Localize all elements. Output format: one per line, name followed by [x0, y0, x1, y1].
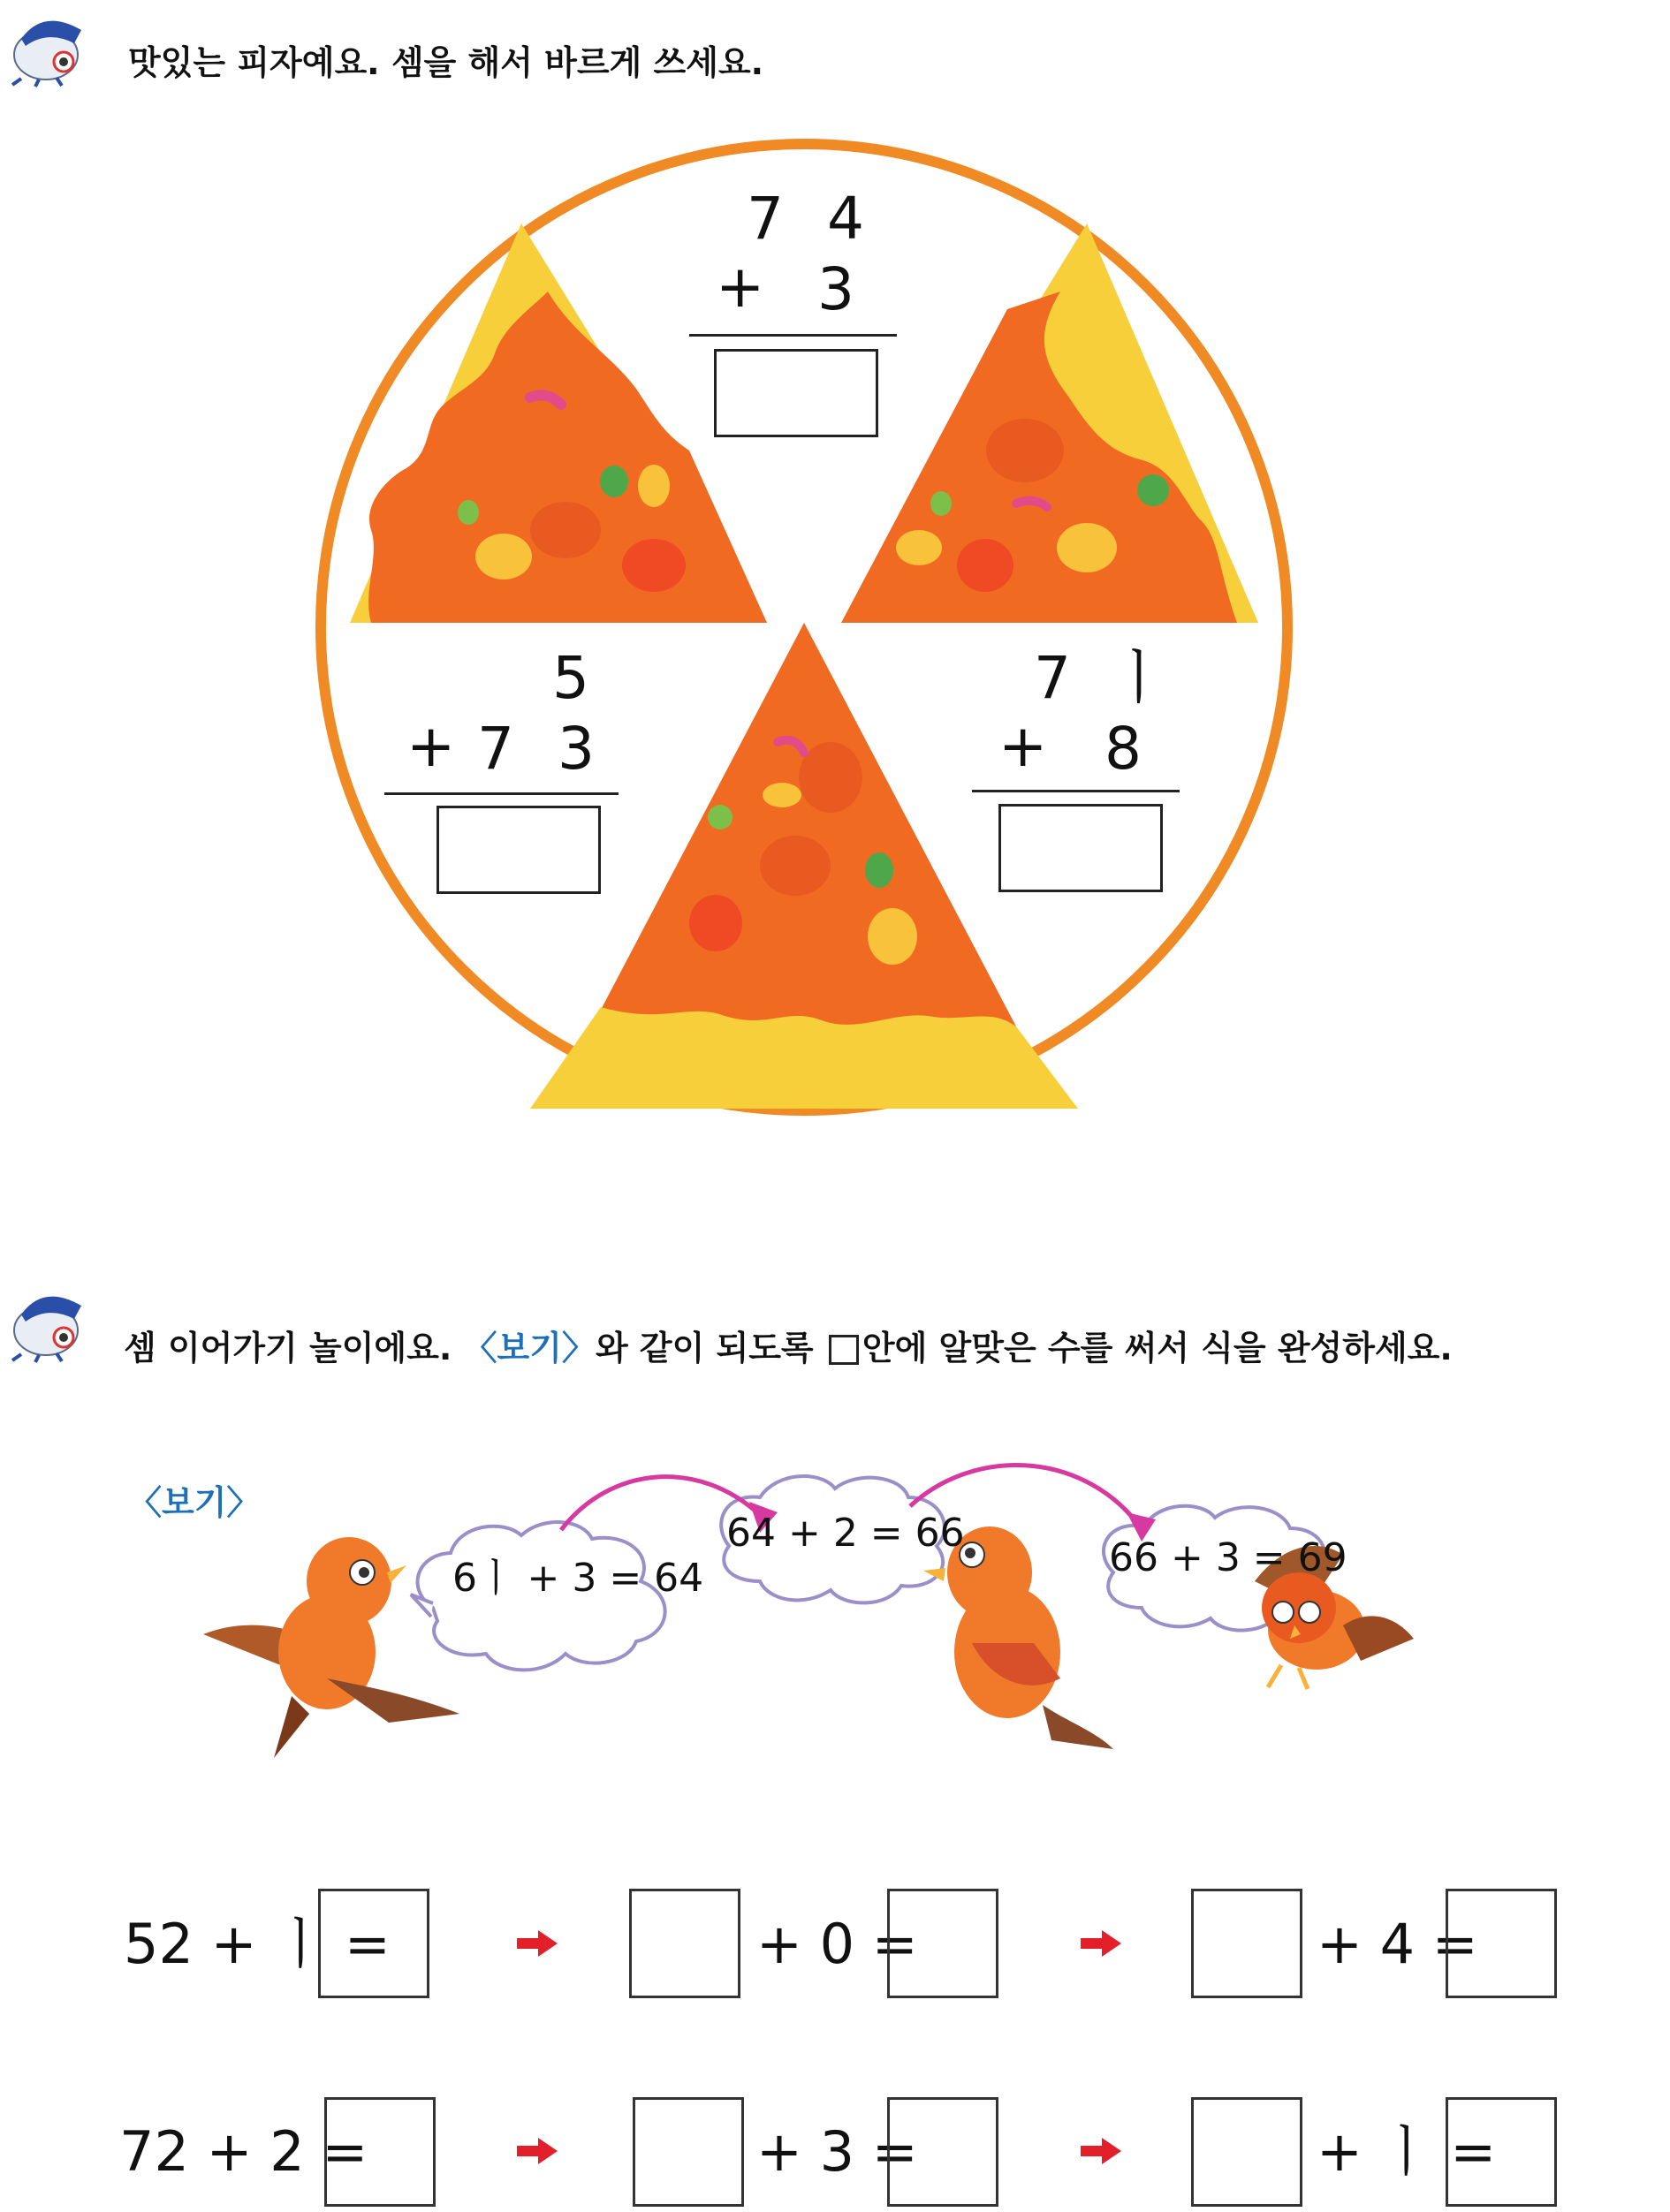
section1-instruction: 맛있는 피자예요. 셈을 해서 바르게 쓰세요.: [128, 43, 764, 82]
problem2-op: +: [406, 712, 456, 780]
instruction-text-1: 셈 이어가기 놀이에요.: [124, 1329, 452, 1367]
problem3-answer-box[interactable]: [998, 804, 1163, 892]
row1-arrow-2: [1081, 1930, 1121, 1960]
row2-box-1[interactable]: [324, 2097, 436, 2207]
bird-2: [923, 1526, 1113, 1749]
problem3-top: 7 ㅣ: [1034, 644, 1178, 712]
inline-box-icon: [829, 1335, 859, 1365]
problem2-bottom: 7 3: [477, 715, 607, 783]
problem1-answer-box[interactable]: [714, 349, 878, 437]
row2-box-2[interactable]: [633, 2097, 744, 2207]
problem1-op: +: [716, 253, 765, 321]
row1-arrow-1: [517, 1930, 558, 1960]
right-arrow-icon: [517, 2138, 558, 2164]
example-label: 〈보기〉: [128, 1483, 261, 1522]
row2-arrow-1: [517, 2138, 558, 2168]
row2-operation-3: + ㅣ =: [1317, 2119, 1497, 2184]
section2-instruction: [124, 1321, 1453, 1369]
pizza-svg: [309, 133, 1299, 1122]
example-svg: [194, 1449, 1520, 1784]
mascot-2: [4, 1279, 87, 1367]
mascot-1: [4, 4, 87, 91]
problem1-sum-line: [689, 334, 897, 337]
problem2-answer-box[interactable]: [436, 806, 601, 894]
row1-box-1[interactable]: [318, 1889, 429, 1998]
instruction-example-ref: 〈보기〉: [463, 1329, 596, 1367]
row1-operation-2: + 0 =: [756, 1912, 918, 1976]
instruction-text-3: 안에 알맞은 수를 써서 식을 완성하세요.: [862, 1329, 1453, 1367]
row2-arrow-2: [1081, 2138, 1121, 2168]
problem3-sum-line: [972, 790, 1180, 792]
problem1-top: 7 4: [747, 185, 877, 253]
row1-start-expression: 52 + ㅣ =: [124, 1912, 391, 1976]
row1-box-2[interactable]: [629, 1889, 740, 1998]
row2-operation-2: + 3 =: [756, 2119, 918, 2184]
row1-box-3[interactable]: [887, 1889, 998, 1998]
example-equation-3: 66 + 3 = 69: [1109, 1535, 1347, 1580]
row1-box-4[interactable]: [1191, 1889, 1302, 1998]
mascot-icon: [4, 1279, 87, 1363]
row2-box-4[interactable]: [1191, 2097, 1302, 2207]
row2-box-3[interactable]: [887, 2097, 998, 2207]
example-equation-1: 6ㅣ + 3 = 64: [452, 1556, 704, 1601]
example-illustration: [194, 1449, 1520, 1784]
right-arrow-icon: [517, 1930, 558, 1957]
pizza-diagram: [309, 133, 1299, 1122]
row2-box-5[interactable]: [1446, 2097, 1557, 2207]
mascot-icon: [4, 4, 87, 87]
example-equation-2: 64 + 2 = 66: [726, 1511, 965, 1556]
problem1-bottom: 3: [817, 255, 854, 323]
instruction-text-2: 와 같이 되도록: [595, 1329, 814, 1367]
right-arrow-icon: [1081, 2138, 1121, 2164]
problem3-bottom: 8: [1104, 715, 1142, 783]
row1-box-5[interactable]: [1446, 1889, 1557, 1998]
row1-operation-3: + 4 =: [1317, 1912, 1478, 1976]
right-arrow-icon: [1081, 1930, 1121, 1957]
row2-start-expression: 72 + 2 =: [119, 2119, 368, 2184]
problem2-top: 5: [552, 644, 589, 712]
problem3-op: +: [998, 712, 1048, 780]
problem2-sum-line: [384, 792, 619, 795]
